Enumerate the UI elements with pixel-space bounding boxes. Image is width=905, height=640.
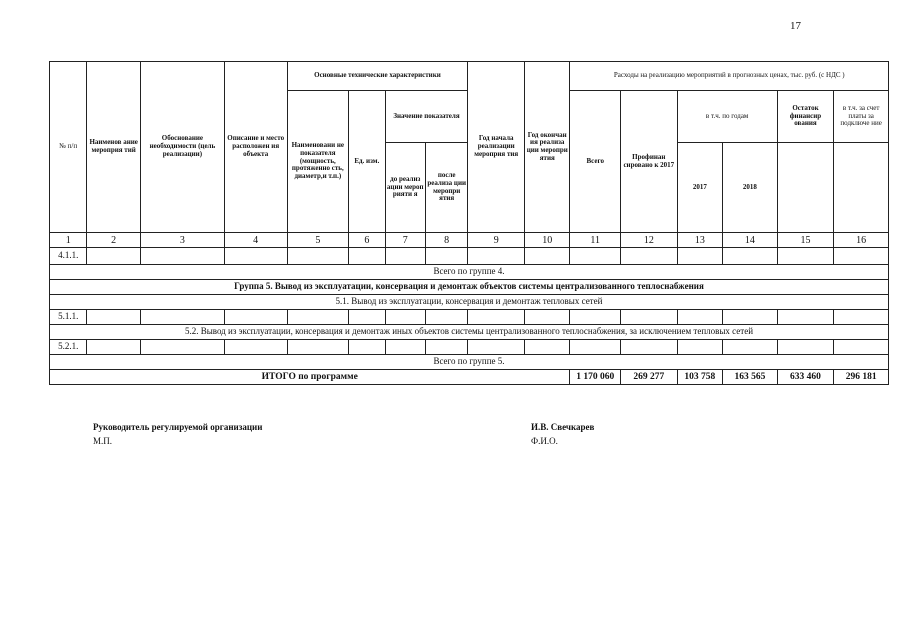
header-name: Наименов ание мероприя тий xyxy=(87,62,141,233)
header-justification: Обоснование необходимости (цель реализации) xyxy=(140,62,224,233)
column-number: 15 xyxy=(777,233,834,248)
header-indicator-name: Наименовани не показателя (мощность, протяженно сть, диаметр,и т.п.) xyxy=(287,91,349,233)
grand-total-row xyxy=(50,370,889,385)
header-unit: Ед. изм. xyxy=(349,91,385,233)
group-5-heading-row xyxy=(50,280,889,295)
group-5-total-label: Всего по группе 5. xyxy=(50,355,889,370)
header-year-end: Год окончан ия реализа ции меропри ятия xyxy=(525,62,570,233)
header-remaining-blank xyxy=(777,143,834,233)
group-4-total-row xyxy=(50,265,889,280)
investment-program-table xyxy=(49,61,889,385)
column-number: 13 xyxy=(677,233,722,248)
row-number: 5.2.1. xyxy=(50,340,87,355)
grand-total-label: ИТОГО по программе xyxy=(50,370,570,385)
grand-total-remaining: 633 460 xyxy=(777,370,834,385)
signature-name-caption: Ф.И.О. xyxy=(531,436,558,446)
row-number: 5.1.1. xyxy=(50,310,87,325)
signature-name: И.В. Свечкарев xyxy=(531,422,595,432)
column-number: 7 xyxy=(385,233,425,248)
table-row xyxy=(50,310,889,325)
column-number: 6 xyxy=(349,233,385,248)
subgroup-row xyxy=(50,325,889,340)
column-number: 1 xyxy=(50,233,87,248)
column-number: 9 xyxy=(468,233,525,248)
header-financed: Профинан сировано к 2017 xyxy=(621,91,678,233)
header-costs: Расходы на реализацию мероприятий в прогнозных ценах, тыс. руб. (с НДС ) xyxy=(570,62,889,91)
header-year-2017: 2017 xyxy=(677,143,722,233)
header-tech-characteristics: Основные технические характеристики xyxy=(287,62,468,91)
header-via-fee: в т.ч. за счет платы за подключе ние xyxy=(834,91,889,143)
page-number: 17 xyxy=(790,20,801,32)
header-num: № п/п xyxy=(50,62,87,233)
subgroup-5-2-label: 5.2. Вывод из эксплуатации, консервация и демонтаж иных объектов системы централизованного теплоснабжения, за исключением тепловых сетей xyxy=(50,325,889,340)
column-number: 4 xyxy=(224,233,287,248)
header-location: Описание и место расположен ия объекта xyxy=(224,62,287,233)
header-year-2018: 2018 xyxy=(723,143,778,233)
header-year-start: Год начала реализации мероприя тия xyxy=(468,62,525,233)
subgroup-5-1-label: 5.1. Вывод из эксплуатации, консервация и демонтаж тепловых сетей xyxy=(50,295,889,310)
column-number: 14 xyxy=(723,233,778,248)
grand-total-2017: 103 758 xyxy=(677,370,722,385)
table-row xyxy=(50,340,889,355)
column-number: 12 xyxy=(621,233,678,248)
grand-total-2018: 163 565 xyxy=(723,370,778,385)
header-via-fee-blank xyxy=(834,143,889,233)
column-number: 16 xyxy=(834,233,889,248)
table-row xyxy=(50,248,889,265)
signature-stamp: М.П. xyxy=(93,436,113,446)
column-number: 11 xyxy=(570,233,621,248)
grand-total-financed: 269 277 xyxy=(621,370,678,385)
column-number: 10 xyxy=(525,233,570,248)
header-by-years: в т.ч. по годам xyxy=(677,91,777,143)
column-number: 8 xyxy=(425,233,467,248)
header-remaining: Остаток финансир ования xyxy=(777,91,834,143)
group-5-total-row xyxy=(50,355,889,370)
group-4-total-label: Всего по группе 4. xyxy=(50,265,889,280)
header-after: после реализа ции меропри ятия xyxy=(425,143,467,233)
header-before: до реализ ации мероп рияти я xyxy=(385,143,425,233)
header-total: Всего xyxy=(570,91,621,233)
signature-role: Руководитель регулируемой организации xyxy=(93,422,263,432)
row-number: 4.1.1. xyxy=(50,248,87,265)
column-number: 3 xyxy=(140,233,224,248)
column-number: 5 xyxy=(287,233,349,248)
grand-total-sum: 1 170 060 xyxy=(570,370,621,385)
header-indicator-value: Значение показателя xyxy=(385,91,468,143)
grand-total-via-fee: 296 181 xyxy=(834,370,889,385)
subgroup-row xyxy=(50,295,889,310)
column-numbers-row xyxy=(50,233,889,248)
group-5-heading: Группа 5. Вывод из эксплуатации, консервация и демонтаж объектов системы централизованного теплоснабжения xyxy=(50,280,889,295)
column-number: 2 xyxy=(87,233,141,248)
